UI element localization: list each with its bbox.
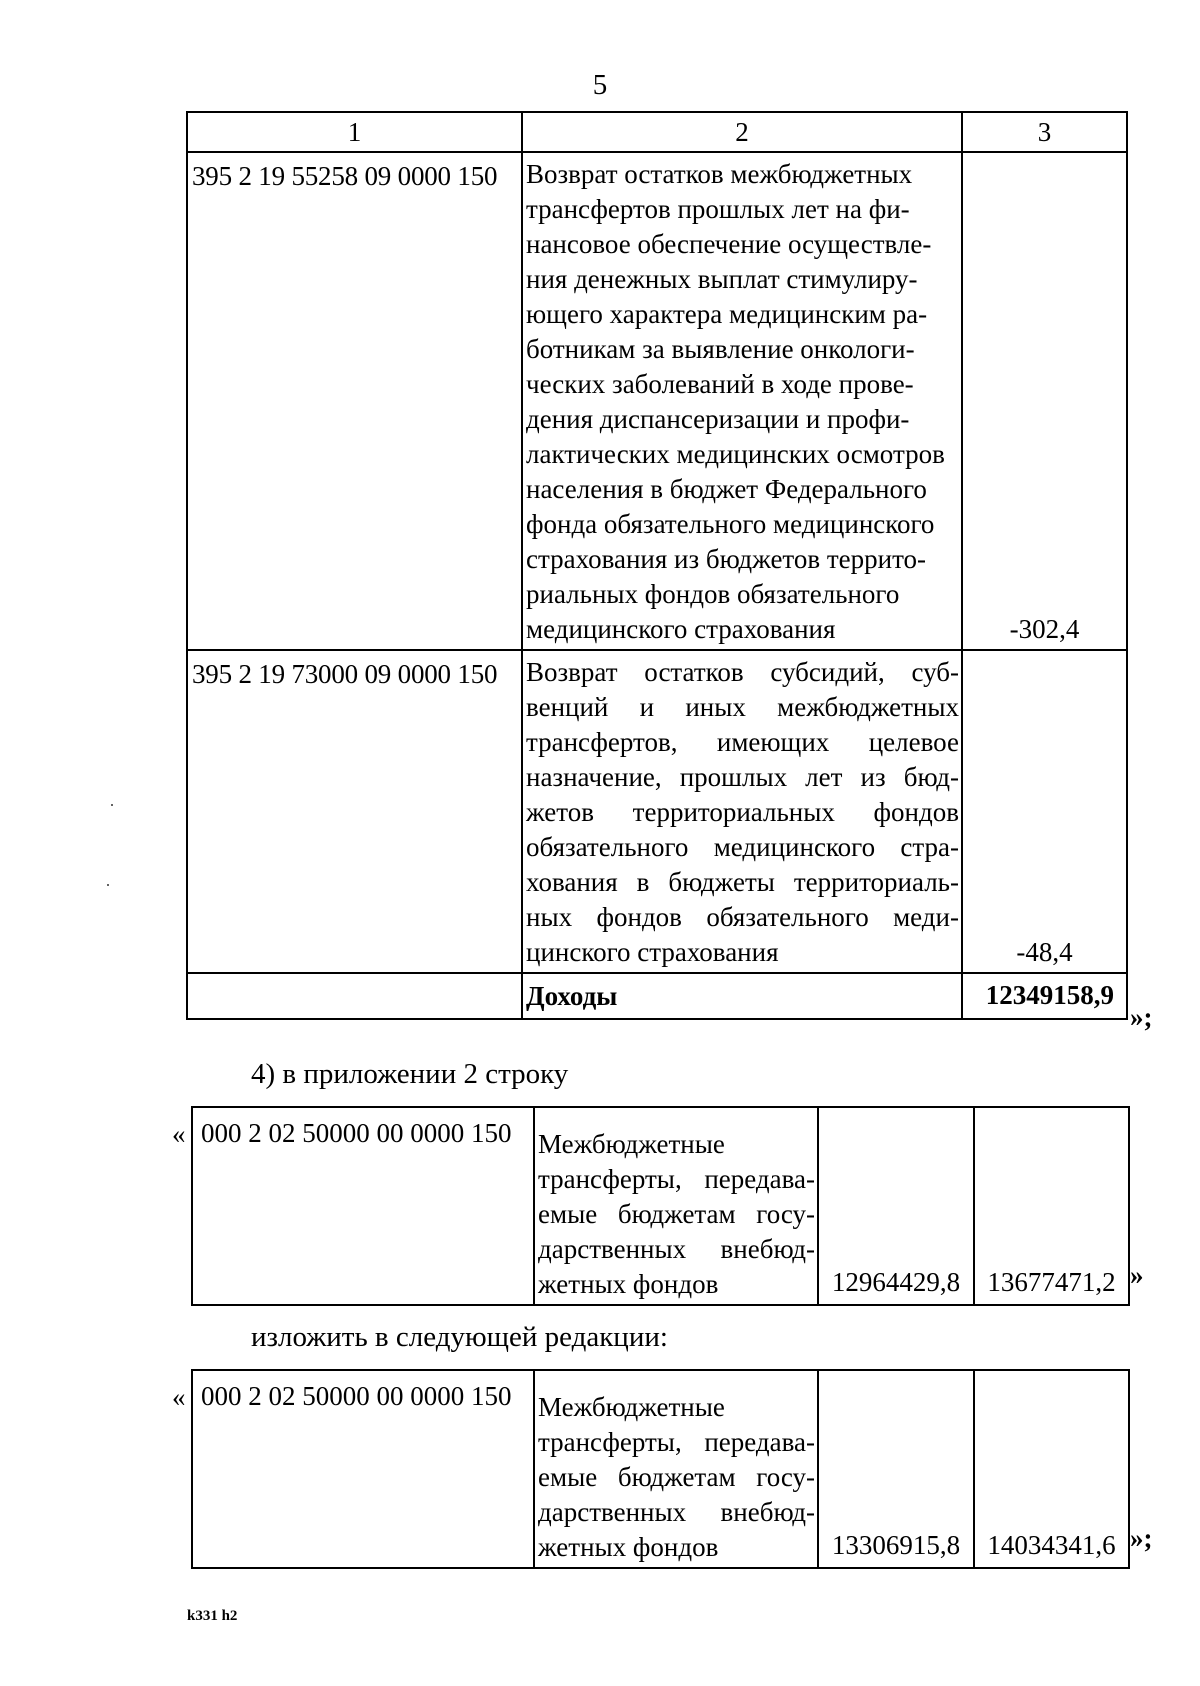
row-value: -48,4: [962, 650, 1127, 973]
desc-line: емые бюджетам госу-: [538, 1462, 815, 1492]
desc-line: емые бюджетам госу-: [538, 1199, 815, 1229]
desc-line: Межбюджетные: [538, 1129, 725, 1159]
row-description: [522, 152, 962, 650]
scan-speck: [111, 804, 113, 806]
desc-line: трансфертов прошлых лет на фи-: [526, 194, 910, 224]
desc-line: ния денежных выплат стимулиру-: [526, 264, 918, 294]
desc-line: ных фондов обязательного меди-: [526, 902, 959, 932]
desc-line: страхования из бюджетов террито-: [526, 544, 927, 574]
opening-quote: «: [172, 1119, 186, 1149]
desc-line: ческих заболеваний в ходе прове-: [526, 369, 914, 399]
header-col-2: 2: [522, 112, 962, 152]
desc-line: жетов территориальных фондов: [526, 797, 959, 827]
desc-line: лактических медицинских осмотров: [526, 439, 945, 469]
desc-line: дарственных внебюд-: [538, 1234, 815, 1264]
table-row: [187, 650, 1127, 973]
desc-line: нансовое обеспечение осуществле-: [526, 229, 932, 259]
desc-line: жетных фондов: [538, 1269, 719, 1299]
desc-line: медицинского страхования: [526, 614, 836, 644]
desc-line: населения в бюджет Федерального: [526, 474, 927, 504]
desc-line: хования в бюджеты территориаль-: [526, 867, 959, 897]
closing-quote: »;: [1130, 1002, 1153, 1032]
desc-line: жетных фондов: [538, 1532, 719, 1562]
desc-line: ботникам за выявление онкологи-: [526, 334, 915, 364]
desc-line: трансфертов, имеющих целевое: [526, 727, 959, 757]
desc-line: назначение, прошлых лет из бюд-: [526, 762, 959, 792]
budget-code: 395 2 19 55258 09 0000 150: [187, 152, 522, 650]
value-year-1: 13306915,8: [818, 1370, 974, 1568]
row-description: [522, 650, 962, 973]
table-header-row: [187, 112, 1127, 152]
total-value: 12349158,9: [962, 973, 1127, 1019]
header-col-3: 3: [962, 112, 1127, 152]
budget-code: 395 2 19 73000 09 0000 150: [187, 650, 522, 973]
desc-line: венций и иных межбюджетных: [526, 692, 959, 722]
desc-line: фонда обязательного медицинского: [526, 509, 935, 539]
amendment-paragraph: 4) в приложении 2 строку: [251, 1058, 569, 1090]
closing-quote: »;: [1130, 1523, 1153, 1553]
table-row: [192, 1107, 1129, 1305]
header-col-1: 1: [187, 112, 522, 152]
desc-line: ющего характера медицинским ра-: [526, 299, 928, 329]
desc-line: риальных фондов обязательного: [526, 579, 900, 609]
desc-line: цинского страхования: [526, 937, 779, 967]
value-year-2: 13677471,2: [974, 1107, 1129, 1305]
footer-code: k331 h2: [187, 1608, 238, 1624]
desc-line: дарственных внебюд-: [538, 1497, 815, 1527]
desc-line: обязательного медицинского стра-: [526, 832, 959, 862]
value-year-1: 12964429,8: [818, 1107, 974, 1305]
table-row: [192, 1370, 1129, 1568]
opening-quote: «: [172, 1382, 186, 1412]
desc-line: Возврат остатков межбюджетных: [526, 159, 913, 189]
table-row: [187, 152, 1127, 650]
old-row-table: [191, 1106, 1130, 1306]
budget-code: 000 2 02 50000 00 0000 150: [192, 1107, 534, 1305]
empty-cell: [187, 973, 522, 1019]
row-value: -302,4: [962, 152, 1127, 650]
total-row: [187, 973, 1127, 1019]
desc-line: трансферты, передава-: [538, 1427, 815, 1457]
row-description: [534, 1107, 818, 1305]
desc-line: Межбюджетные: [538, 1392, 725, 1422]
revenue-table: [186, 111, 1128, 1020]
desc-line: Возврат остатков субсидий, суб-: [526, 657, 959, 687]
scan-speck: [107, 884, 109, 886]
desc-line: трансферты, передава-: [538, 1164, 815, 1194]
desc-line: дения диспансеризации и профи-: [526, 404, 910, 434]
budget-code: 000 2 02 50000 00 0000 150: [192, 1370, 534, 1568]
edit-paragraph: изложить в следующей редакции:: [251, 1321, 668, 1353]
value-year-2: 14034341,6: [974, 1370, 1129, 1568]
new-row-table: [191, 1369, 1130, 1569]
closing-quote: »: [1130, 1260, 1144, 1290]
row-description: [534, 1370, 818, 1568]
total-label: Доходы: [522, 973, 962, 1019]
page-number: 5: [592, 69, 608, 101]
